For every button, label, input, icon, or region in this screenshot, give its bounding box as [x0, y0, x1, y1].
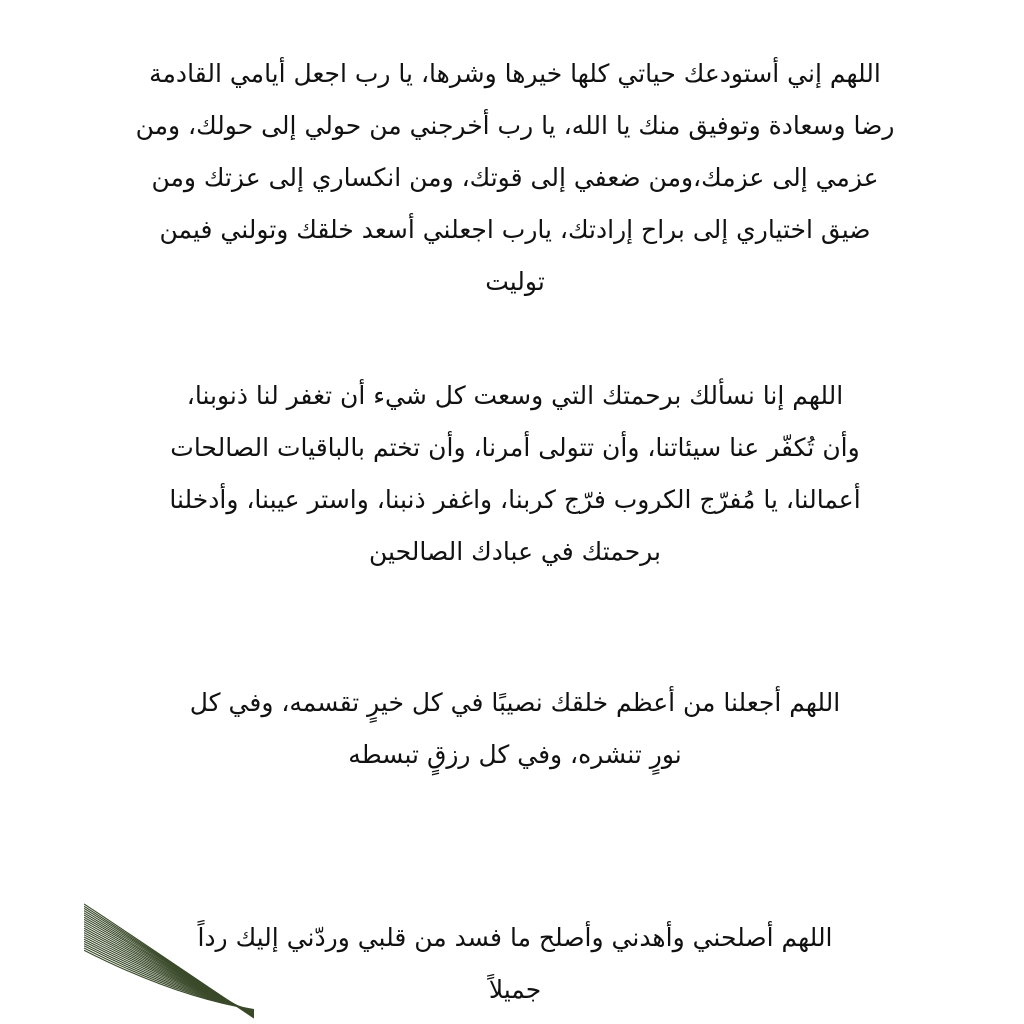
text-line: أعمالنا، يا مُفرّج الكروب فرّج كربنا، واغفر ذنبنا، واستر عيبنا، وأدخلنا	[169, 485, 861, 514]
text-line: اللهم أصلحني وأهدني وأصلح ما فسد من قلبي وردّني إليك رداً	[197, 923, 833, 952]
text-line: توليت	[485, 267, 545, 296]
text-line: وأن تُكفّر عنا سيئاتنا، وأن تتولى أمرنا، وأن تختم بالباقيات الصالحات	[170, 433, 860, 462]
text-line: اللهم أجعلنا من أعظم خلقك نصيبًا في كل خيرٍ تقسمه، وفي كل	[189, 688, 841, 717]
prayer-paragraph-2	[120, 370, 910, 578]
text-line: ضيق اختياري إلى براح إرادتك، يارب اجعلني أسعد خلقك وتولني فيمن	[159, 215, 871, 244]
text-line: برحمتك في عبادك الصالحين	[369, 537, 661, 566]
text-line: عزمي إلى عزمك،ومن ضعفي إلى قوتك، ومن انكساري إلى عزتك ومن	[151, 163, 879, 192]
prayer-paragraph-1	[120, 48, 910, 308]
text-line: نورٍ تنشره، وفي كل رزقٍ تبسطه	[348, 740, 682, 769]
engraved-wave-ornament	[84, 900, 254, 1024]
text-line: اللهم إنا نسألك برحمتك التي وسعت كل شيء أن تغفر لنا ذنوبنا،	[186, 381, 844, 410]
prayer-paragraph-3	[120, 677, 910, 781]
text-line: اللهم إني أستودعك حياتي كلها خيرها وشرها، يا رب اجعل أيامي القادمة	[149, 59, 881, 88]
text-line: رضا وسعادة وتوفيق منك يا الله، يا رب أخرجني من حولي إلى حولك، ومن	[135, 111, 895, 140]
text-line: جميلاً	[488, 975, 542, 1004]
